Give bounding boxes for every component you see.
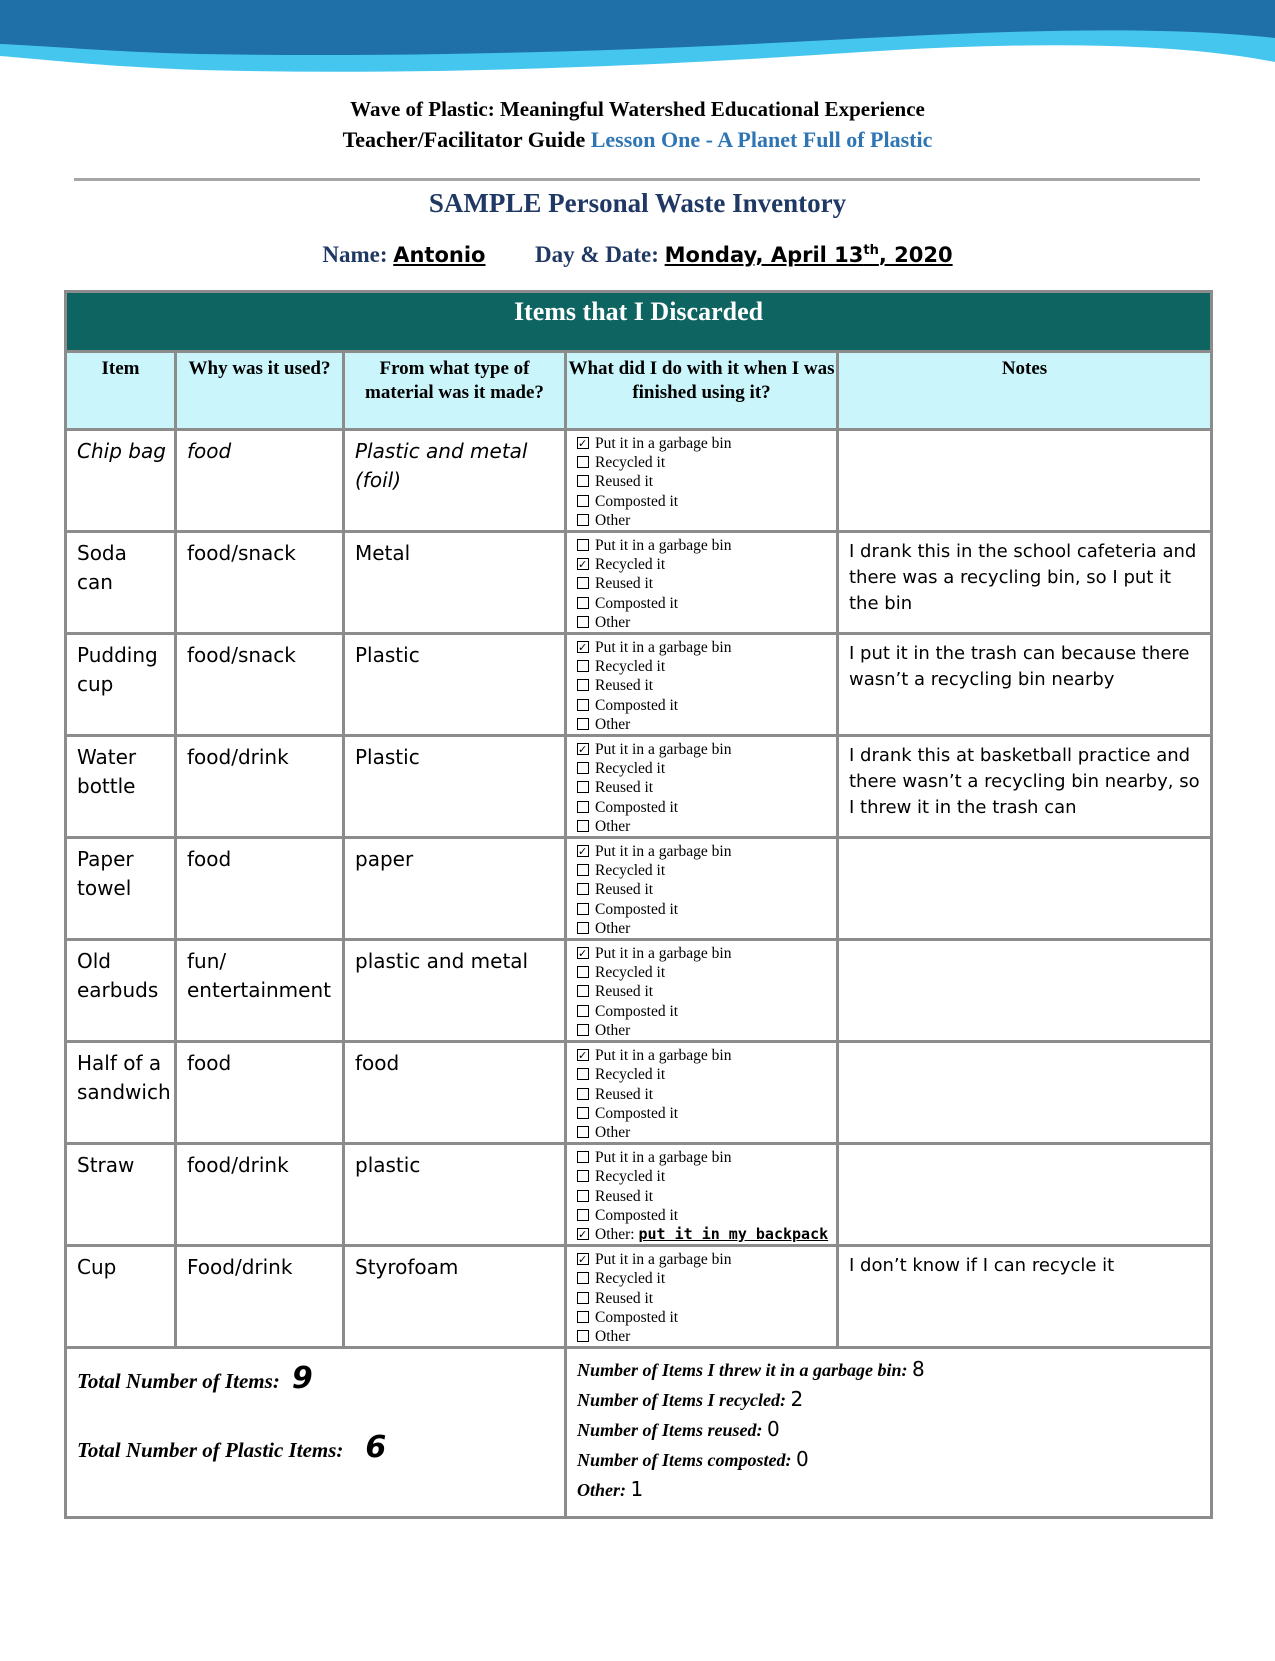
checkbox-icon[interactable] <box>577 883 589 895</box>
item-cell <box>66 1246 176 1348</box>
why-cell <box>176 634 344 736</box>
disposal-cell <box>566 940 838 1042</box>
material-cell-text: Plastic <box>355 745 420 770</box>
notes-cell <box>838 1246 1212 1348</box>
count-garbage: Number of Items I threw it in a garbage bin: 8 <box>577 1357 925 1382</box>
why-cell <box>176 1144 344 1246</box>
date-value: Monday, April 13th, 2020 <box>664 243 953 267</box>
material-cell-text: paper <box>355 847 414 872</box>
disposal-option <box>577 880 832 899</box>
item-cell-text: Straw <box>77 1153 135 1178</box>
checkbox-icon[interactable] <box>577 495 589 507</box>
checkbox-icon[interactable] <box>577 1292 589 1304</box>
disposal-option <box>577 1206 832 1225</box>
why-cell-text: food/drink <box>187 745 289 770</box>
col-header-material: From what type of material was it made? <box>344 352 566 430</box>
disposal-option <box>577 759 832 778</box>
col-header-why: Why was it used? <box>176 352 344 430</box>
disposal-option: ✓Other: put it in my backpack <box>577 1225 832 1244</box>
col-header-notes: Notes <box>838 352 1212 430</box>
why-cell-text: fun/ entertainment <box>187 949 331 1003</box>
disposal-option-label: Other <box>595 817 631 835</box>
why-cell <box>176 940 344 1042</box>
disposal-cell <box>566 634 838 736</box>
disposal-option-label: Composted it <box>595 1002 679 1020</box>
checked-box-icon[interactable] <box>577 1253 589 1265</box>
disposal-option <box>577 696 832 715</box>
material-cell-text: Plastic <box>355 643 420 668</box>
disposal-option <box>577 715 832 734</box>
item-cell <box>66 532 176 634</box>
material-cell <box>344 736 566 838</box>
guide-subtitle <box>0 127 1275 153</box>
disposal-option-label: Reused it <box>595 1289 654 1307</box>
disposal-option <box>577 817 832 836</box>
totals-right <box>566 1348 1212 1518</box>
lesson-title: Lesson One - A Planet Full of Plastic <box>590 127 933 152</box>
notes-cell <box>838 1042 1212 1144</box>
material-cell-text: food <box>355 1051 400 1076</box>
count-composted: Number of Items composted: 0 <box>577 1447 809 1472</box>
checkbox-icon[interactable] <box>577 1068 589 1080</box>
disposal-option-label: Composted it <box>595 798 679 816</box>
count-reused: Number of Items reused: 0 <box>577 1417 780 1442</box>
checkbox-icon[interactable] <box>577 1024 589 1036</box>
disposal-option <box>577 1021 832 1040</box>
disposal-option-label: Put it in a garbage bin <box>595 1047 732 1065</box>
notes-cell-text <box>839 1145 1210 1151</box>
disposal-option <box>577 982 832 1001</box>
disposal-cell <box>566 1042 838 1144</box>
checkbox-icon[interactable] <box>577 1272 589 1284</box>
table-band-title: Items that I Discarded <box>66 292 1212 352</box>
table-row <box>66 1144 1212 1246</box>
why-cell-text: food/drink <box>187 1153 289 1178</box>
notes-cell <box>838 940 1212 1042</box>
why-cell <box>176 532 344 634</box>
material-cell <box>344 532 566 634</box>
notes-cell <box>838 532 1212 634</box>
disposal-option <box>577 453 832 472</box>
disposal-option <box>577 613 832 632</box>
notes-cell-text: I drank this in the school cafeteria and there was a recycling bin, so I put it the bin <box>849 541 1197 615</box>
disposal-option <box>577 492 832 511</box>
disposal-option-label: Composted it <box>595 594 679 612</box>
checked-box-icon[interactable] <box>577 641 589 653</box>
disposal-option-label: Put it in a garbage bin <box>595 537 732 555</box>
checked-box-icon[interactable] <box>577 845 589 857</box>
notes-cell-text <box>839 431 1210 437</box>
disposal-option-label: Reused it <box>595 473 654 491</box>
disposal-cell <box>566 1246 838 1348</box>
material-cell <box>344 838 566 940</box>
why-cell <box>176 1246 344 1348</box>
notes-cell <box>838 430 1212 532</box>
disposal-option <box>577 1104 832 1123</box>
item-cell-text: Pudding cup <box>77 643 158 697</box>
disposal-cell <box>566 532 838 634</box>
disposal-option <box>577 1308 832 1327</box>
disposal-option <box>577 574 832 593</box>
notes-cell-text <box>839 839 1210 845</box>
disposal-option <box>577 1002 832 1021</box>
name-value: Antonio <box>393 243 486 267</box>
item-cell <box>66 736 176 838</box>
checked-box-icon[interactable] <box>577 743 589 755</box>
material-cell <box>344 634 566 736</box>
checkbox-icon[interactable] <box>577 1151 589 1163</box>
checkbox-icon[interactable] <box>577 1107 589 1119</box>
disposal-option-label: Recycled it <box>595 760 666 778</box>
checkbox-icon[interactable] <box>577 1209 589 1221</box>
disposal-option <box>577 778 832 797</box>
disposal-option <box>577 1065 832 1084</box>
notes-cell-text: I don’t know if I can recycle it <box>849 1255 1115 1277</box>
why-cell-text: food/snack <box>187 643 296 668</box>
item-cell <box>66 838 176 940</box>
disposal-option <box>577 1289 832 1308</box>
page-title: SAMPLE Personal Waste Inventory <box>428 188 847 218</box>
material-cell-text: plastic and metal <box>355 949 529 974</box>
disposal-option-label: Put it in a garbage bin <box>595 639 732 657</box>
disposal-option-label: Other <box>595 613 631 631</box>
disposal-option <box>577 511 832 530</box>
disposal-option-label: Composted it <box>595 1308 679 1326</box>
disposal-option-label: Recycled it <box>595 964 666 982</box>
disposal-option-label: Put it in a garbage bin <box>595 741 732 759</box>
disposal-cell <box>566 1144 838 1246</box>
disposal-option <box>577 798 832 817</box>
checkbox-icon[interactable] <box>577 616 589 628</box>
disposal-option <box>577 536 832 555</box>
header-wave-decoration <box>0 0 1275 90</box>
notes-cell-text <box>839 1043 1210 1049</box>
disposal-option-label: Composted it <box>595 1206 679 1224</box>
name-date-line <box>0 242 1275 268</box>
checkbox-icon[interactable] <box>577 577 589 589</box>
disposal-option-label: Put it in a garbage bin <box>595 435 732 452</box>
disposal-option <box>577 434 832 453</box>
name-label: Name: <box>322 242 388 267</box>
disposal-option-label: Recycled it <box>595 862 666 880</box>
checkbox-icon[interactable] <box>577 762 589 774</box>
material-cell <box>344 1144 566 1246</box>
total-items-label: Total Number of Items: <box>77 1369 280 1394</box>
disposal-option-label: Other <box>595 1225 631 1243</box>
material-cell-text: Styrofoam <box>355 1255 459 1280</box>
disposal-option-label: Recycled it <box>595 658 666 676</box>
material-cell <box>344 1042 566 1144</box>
checkbox-icon[interactable] <box>577 1126 589 1138</box>
disposal-option-label: Composted it <box>595 696 679 714</box>
checked-box-icon[interactable] <box>577 947 589 959</box>
disposal-option <box>577 676 832 695</box>
item-cell-text: Soda can <box>77 541 127 595</box>
total-items-line <box>77 1361 554 1396</box>
disposal-option-label: Recycled it <box>595 556 666 574</box>
total-plastic-label: Total Number of Plastic Items: <box>77 1438 344 1463</box>
disposal-cell <box>566 838 838 940</box>
why-cell <box>176 430 344 532</box>
why-cell-text: food <box>187 847 232 872</box>
disposal-option <box>577 861 832 880</box>
checkbox-icon[interactable] <box>577 781 589 793</box>
disposal-option-label: Composted it <box>595 900 679 918</box>
notes-cell-text: I put it in the trash can because there wasn’t a recycling bin nearby <box>849 643 1190 691</box>
totals-left <box>66 1348 566 1518</box>
disposal-option <box>577 472 832 491</box>
checkbox-icon[interactable] <box>577 922 589 934</box>
disposal-option-label: Other <box>595 919 631 937</box>
disposal-option-label: Reused it <box>595 983 654 1001</box>
material-cell-text: plastic <box>355 1153 421 1178</box>
count-recycled: Number of Items I recycled: 2 <box>577 1387 804 1412</box>
disposal-option-label: Composted it <box>595 492 679 510</box>
why-cell-text: Food/drink <box>187 1255 293 1280</box>
disposal-option-label: Reused it <box>595 575 654 593</box>
disposal-option <box>577 638 832 657</box>
item-cell-text: Chip bag <box>77 439 166 463</box>
disposal-option-label: Put it in a garbage bin <box>595 843 732 861</box>
total-plastic-value: 6 <box>365 1430 387 1466</box>
disposal-option <box>577 1046 832 1065</box>
checkbox-icon[interactable] <box>577 966 589 978</box>
checkbox-icon[interactable] <box>577 1088 589 1100</box>
table-row <box>66 736 1212 838</box>
disposal-option <box>577 657 832 676</box>
checkbox-icon[interactable] <box>577 660 589 672</box>
checkbox-icon[interactable] <box>577 985 589 997</box>
disposal-option-label: Reused it <box>595 677 654 695</box>
checkbox-icon[interactable] <box>577 801 589 813</box>
disposal-option-label: Reused it <box>595 1085 654 1103</box>
why-cell-text: food <box>187 439 232 463</box>
checkbox-icon[interactable] <box>577 820 589 832</box>
disposal-option <box>577 963 832 982</box>
checkbox-icon[interactable] <box>577 475 589 487</box>
item-cell-text: Old earbuds <box>77 949 159 1003</box>
why-cell <box>176 838 344 940</box>
item-cell <box>66 940 176 1042</box>
disposal-option-label: Reused it <box>595 881 654 899</box>
divider <box>74 178 1200 181</box>
notes-cell <box>838 838 1212 940</box>
item-cell-text: Cup <box>77 1255 117 1280</box>
notes-cell-text: I drank this at basketball practice and there wasn’t a recycling bin nearby, so I threw it in the trash can <box>849 745 1200 819</box>
notes-cell-text <box>839 941 1210 947</box>
disposal-option <box>577 919 832 938</box>
checkbox-icon[interactable] <box>577 597 589 609</box>
checkbox-icon[interactable] <box>577 539 589 551</box>
checkbox-icon[interactable] <box>577 699 589 711</box>
checked-box-icon[interactable] <box>577 558 589 570</box>
disposal-option-label: Reused it <box>595 779 654 797</box>
why-cell-text: food <box>187 1051 232 1076</box>
disposal-option <box>577 1327 832 1346</box>
disposal-option-label: Recycled it <box>595 454 666 472</box>
program-title: Wave of Plastic: Meaningful Watershed Educational Experience <box>350 97 925 121</box>
disposal-option-label: Recycled it <box>595 1066 666 1084</box>
table-row <box>66 940 1212 1042</box>
checked-box-icon[interactable] <box>577 437 589 449</box>
checkbox-icon[interactable] <box>577 679 589 691</box>
checkbox-icon[interactable] <box>577 1005 589 1017</box>
item-cell <box>66 634 176 736</box>
guide-label: Teacher/Facilitator Guide <box>342 127 586 152</box>
checkbox-icon[interactable] <box>577 903 589 915</box>
disposal-option-label: Put it in a garbage bin <box>595 945 732 963</box>
table-row <box>66 838 1212 940</box>
disposal-option <box>577 740 832 759</box>
disposal-option-label: Composted it <box>595 1104 679 1122</box>
item-cell-text: Half of a sandwich <box>77 1051 171 1105</box>
material-cell-text: Metal <box>355 541 411 566</box>
disposal-option <box>577 1187 832 1206</box>
disposal-option-label: Reused it <box>595 1187 654 1205</box>
checkbox-icon[interactable] <box>577 456 589 468</box>
material-cell <box>344 940 566 1042</box>
item-cell <box>66 1042 176 1144</box>
disposal-cell <box>566 736 838 838</box>
notes-cell <box>838 634 1212 736</box>
table-row <box>66 1246 1212 1348</box>
disposal-option <box>577 594 832 613</box>
count-other: Other: 1 <box>577 1477 644 1502</box>
item-cell <box>66 430 176 532</box>
disposal-option-label: Other <box>595 1021 631 1039</box>
material-cell-text: Plastic and metal (foil) <box>355 439 528 492</box>
checked-box-icon[interactable] <box>577 1049 589 1061</box>
disposal-option <box>577 1167 832 1186</box>
disposal-option-label: Other <box>595 511 631 529</box>
disposal-option-label: Put it in a garbage bin <box>595 1251 732 1269</box>
disposal-option-label: Other <box>595 1123 631 1141</box>
disposal-option-label: Other <box>595 715 631 733</box>
table-row <box>66 532 1212 634</box>
material-cell <box>344 430 566 532</box>
date-label: Day & Date: <box>534 242 659 267</box>
why-cell-text: food/snack <box>187 541 296 566</box>
notes-cell <box>838 736 1212 838</box>
why-cell <box>176 736 344 838</box>
table-row <box>66 430 1212 532</box>
disposal-option-label: Recycled it <box>595 1270 666 1288</box>
checkbox-icon[interactable] <box>577 1330 589 1342</box>
checkbox-icon[interactable] <box>577 864 589 876</box>
col-header-item: Item <box>66 352 176 430</box>
disposal-option-label: Other <box>595 1327 631 1345</box>
disposal-option <box>577 1148 832 1167</box>
col-header-disposal: What did I do with it when I was finished using it? <box>566 352 838 430</box>
disposal-option <box>577 555 832 574</box>
item-cell <box>66 1144 176 1246</box>
material-cell <box>344 1246 566 1348</box>
checkbox-icon[interactable] <box>577 514 589 526</box>
checkbox-icon[interactable] <box>577 718 589 730</box>
table-row <box>66 1042 1212 1144</box>
disposal-cell <box>566 430 838 532</box>
table-row <box>66 634 1212 736</box>
disposal-option <box>577 944 832 963</box>
checkbox-icon[interactable] <box>577 1190 589 1202</box>
checkbox-icon[interactable] <box>577 1311 589 1323</box>
other-write-in: put it in my backpack <box>638 1224 829 1243</box>
disposal-option <box>577 842 832 861</box>
disposal-option <box>577 900 832 919</box>
why-cell <box>176 1042 344 1144</box>
disposal-option-label: Put it in a garbage bin <box>595 1149 732 1167</box>
disposal-option <box>577 1085 832 1104</box>
disposal-option-label: Recycled it <box>595 1168 666 1186</box>
notes-cell <box>838 1144 1212 1246</box>
waste-inventory-table <box>64 290 1213 1519</box>
checked-box-icon[interactable] <box>577 1228 589 1240</box>
item-cell-text: Water bottle <box>77 745 137 799</box>
disposal-option <box>577 1123 832 1142</box>
item-cell-text: Paper towel <box>77 847 134 901</box>
disposal-option <box>577 1269 832 1288</box>
disposal-option <box>577 1250 832 1269</box>
total-items-value: 9 <box>291 1361 313 1397</box>
total-plastic-line <box>77 1430 554 1465</box>
checkbox-icon[interactable] <box>577 1170 589 1182</box>
